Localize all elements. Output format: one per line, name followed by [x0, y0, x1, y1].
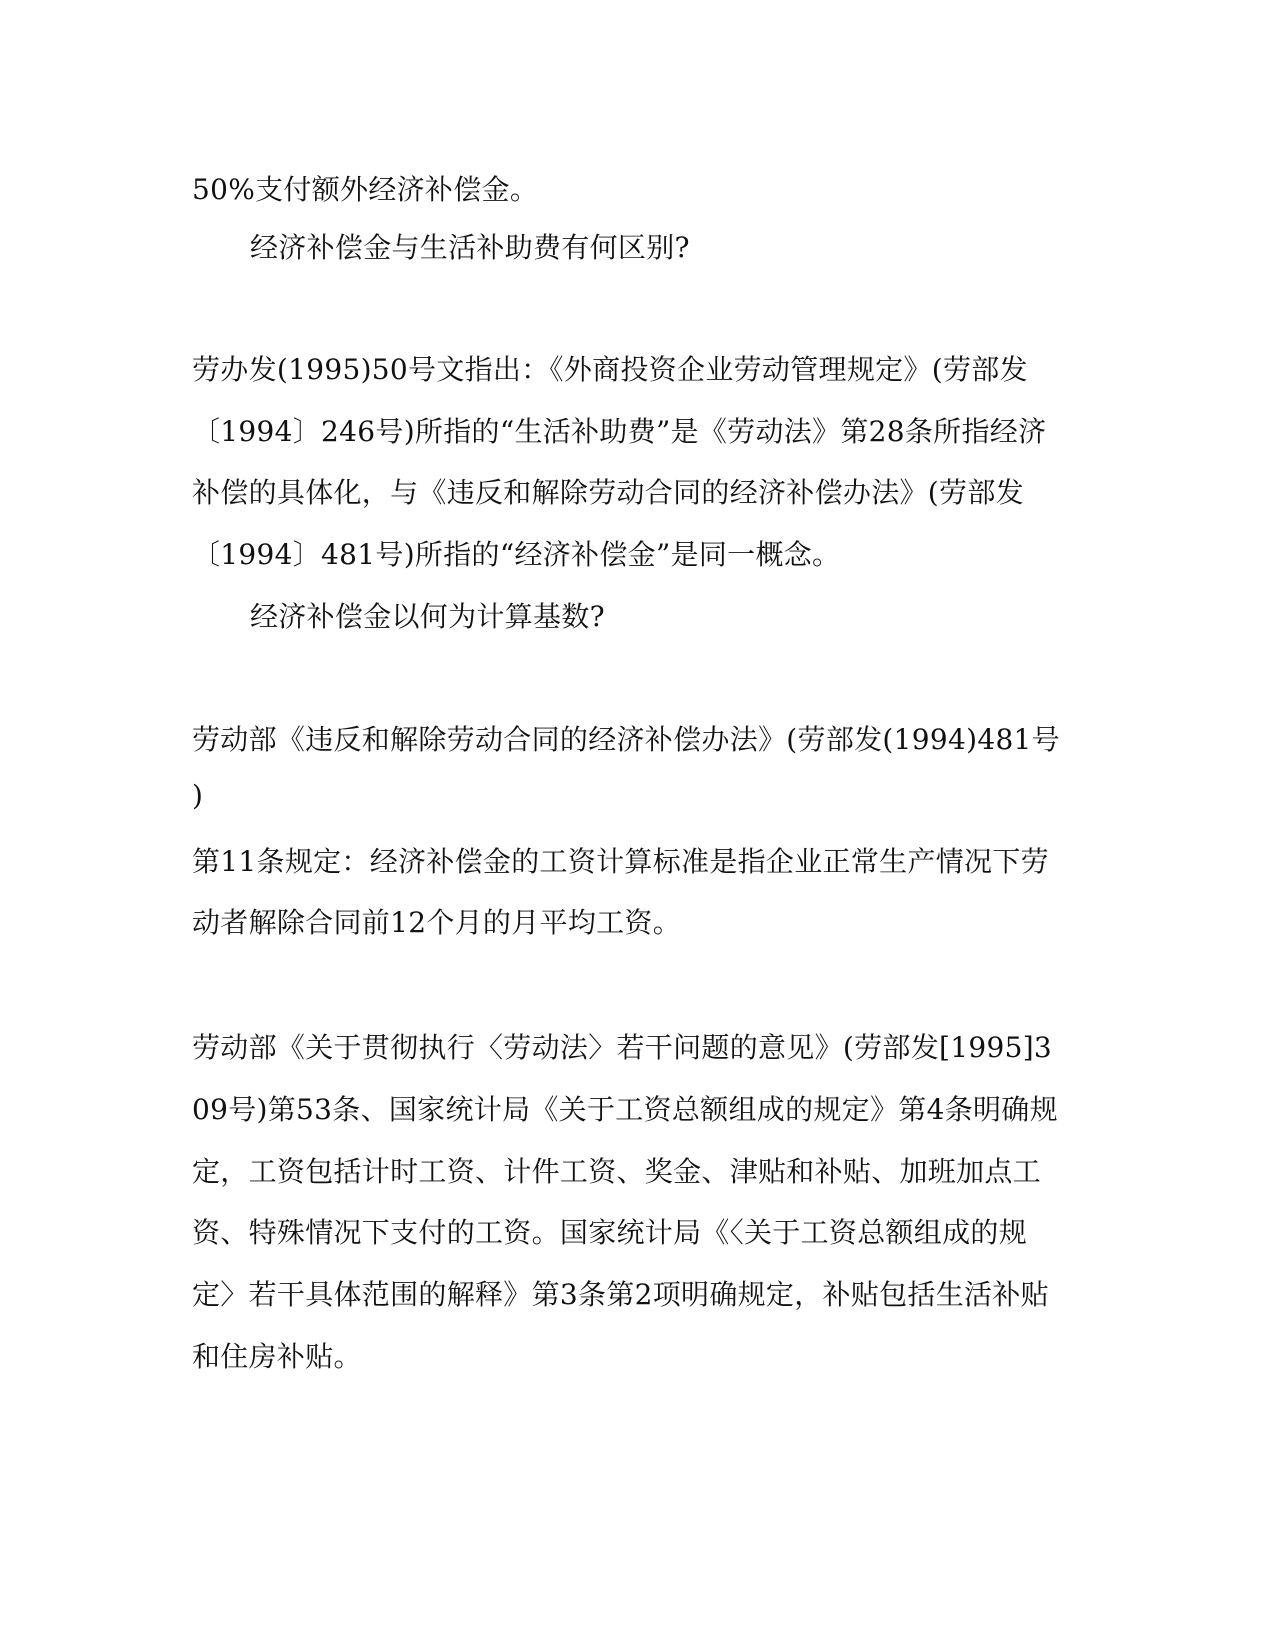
- body-text-line: 补偿的具体化，与《违反和解除劳动合同的经济补偿办法》(劳部发: [192, 476, 1024, 509]
- body-text-line: 第11条规定：经济补偿金的工资计算标准是指企业正常生产情况下劳: [192, 845, 1049, 878]
- body-text-line: 动者解除合同前12个月的月平均工资。: [192, 906, 682, 939]
- body-text-line: 09号)第53条、国家统计局《关于工资总额组成的规定》第4条明确规: [192, 1093, 1058, 1126]
- body-text-line: 〔1994〕246号)所指的“生活补助费”是《劳动法》第28条所指经济: [192, 415, 1047, 448]
- body-text-line: 劳办发(1995)50号文指出：《外商投资企业劳动管理规定》(劳部发: [192, 353, 1028, 386]
- body-text-line: 定〉若干具体范围的解释》第3条第2项明确规定，补贴包括生活补贴: [192, 1278, 1049, 1311]
- section-question: 经济补偿金与生活补助费有何区别?: [250, 231, 690, 264]
- body-text-line: 资、特殊情况下支付的工资。国家统计局《〈关于工资总额组成的规: [192, 1216, 1028, 1249]
- section-question: 经济补偿金以何为计算基数?: [250, 600, 605, 633]
- body-text-line: ): [192, 779, 204, 812]
- body-text-line: 〔1994〕481号)所指的“经济补偿金”是同一概念。: [192, 538, 841, 571]
- body-text-line: 劳动部《违反和解除劳动合同的经济补偿办法》(劳部发(1994)481号: [192, 723, 1060, 756]
- body-text-line: 定，工资包括计时工资、计件工资、奖金、津贴和补贴、加班加点工: [192, 1155, 1042, 1188]
- body-text-line: 劳动部《关于贯彻执行〈劳动法〉若干问题的意见》(劳部发[1995]3: [192, 1031, 1053, 1064]
- body-text-line: 50%支付额外经济补偿金。: [192, 173, 539, 206]
- body-text-line: 和住房补贴。: [192, 1340, 362, 1373]
